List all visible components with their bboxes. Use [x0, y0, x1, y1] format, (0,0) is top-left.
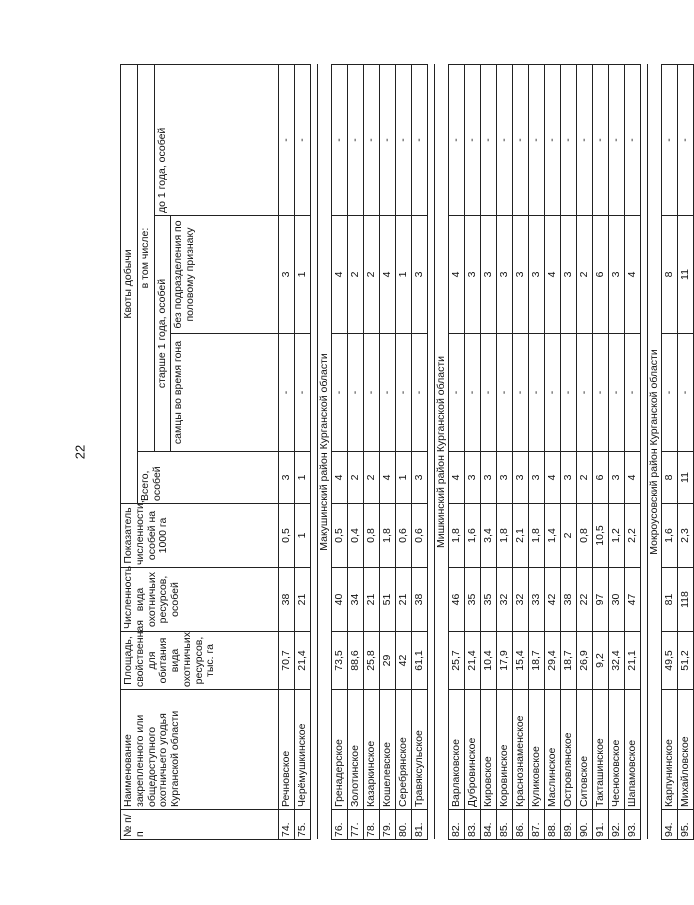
- population-value: 21: [396, 568, 412, 632]
- hunting-ground-name: Речновское: [279, 690, 295, 810]
- population-value: 30: [609, 568, 625, 632]
- table-row: [545, 64, 561, 839]
- young-quota-value: -: [577, 64, 593, 215]
- population-value: 40: [332, 568, 348, 632]
- hunting-ground-name: Золотинское: [348, 690, 364, 810]
- row-number: 92.: [609, 810, 625, 840]
- row-number: 90.: [577, 810, 593, 840]
- population-value: 47: [625, 568, 641, 632]
- district-row: [318, 64, 332, 839]
- density-value: 0,5: [279, 504, 295, 568]
- row-number: 83.: [465, 810, 481, 840]
- hunting-ground-name: Маслинское: [545, 690, 561, 810]
- hunting-ground-name: Ситовское: [577, 690, 593, 810]
- area-value: 21,4: [295, 632, 311, 690]
- table-row: [295, 64, 311, 839]
- group-separator: [641, 64, 648, 839]
- young-quota-value: -: [481, 64, 497, 215]
- table-body: [279, 64, 694, 839]
- hunting-ground-name: Дубровинское: [465, 690, 481, 810]
- nosplit-quota-value: 4: [545, 216, 561, 334]
- population-value: 118: [678, 568, 694, 632]
- total-quota-value: 3: [481, 452, 497, 504]
- district-title: Мокроусовский район Курганской области: [648, 64, 662, 839]
- hunting-ground-name: Чесноковское: [609, 690, 625, 810]
- hunting-ground-name: Краснознаменское: [513, 690, 529, 810]
- young-quota-value: -: [348, 64, 364, 215]
- nosplit-quota-value: 8: [662, 216, 678, 334]
- nosplit-quota-value: 3: [412, 216, 428, 334]
- nosplit-quota-value: 2: [364, 216, 380, 334]
- area-value: 49,5: [662, 632, 678, 690]
- young-quota-value: -: [609, 64, 625, 215]
- table-row: [497, 64, 513, 839]
- area-value: 25,7: [449, 632, 465, 690]
- table-row: [348, 64, 364, 839]
- row-number: 74.: [279, 810, 295, 840]
- row-number: 88.: [545, 810, 561, 840]
- density-value: 1,8: [497, 504, 513, 568]
- table-row: [412, 64, 428, 839]
- hunting-ground-name: Михайловское: [678, 690, 694, 810]
- total-quota-value: 3: [609, 452, 625, 504]
- total-quota-value: 3: [497, 452, 513, 504]
- density-value: 1: [295, 504, 311, 568]
- density-value: 1,8: [380, 504, 396, 568]
- header-density: Показатель численности, особей на 1000 га: [121, 504, 279, 568]
- hunting-ground-name: Черёмушкинское: [295, 690, 311, 810]
- males-quota-value: -: [364, 334, 380, 452]
- hunting-ground-name: Кировское: [481, 690, 497, 810]
- row-number: 78.: [364, 810, 380, 840]
- group-separator: [311, 64, 318, 839]
- nosplit-quota-value: 6: [593, 216, 609, 334]
- table-row: [662, 64, 678, 839]
- header-young: до 1 года, особей: [154, 64, 279, 215]
- total-quota-value: 3: [561, 452, 577, 504]
- area-value: 51,2: [678, 632, 694, 690]
- population-value: 21: [364, 568, 380, 632]
- total-quota-value: 3: [279, 452, 295, 504]
- table-row: [577, 64, 593, 839]
- total-quota-value: 6: [593, 452, 609, 504]
- young-quota-value: -: [380, 64, 396, 215]
- row-number: 85.: [497, 810, 513, 840]
- total-quota-value: 1: [396, 452, 412, 504]
- hunting-ground-name: Кошелевское: [380, 690, 396, 810]
- header-num: № п/п: [121, 810, 279, 840]
- males-quota-value: -: [396, 334, 412, 452]
- quota-table: [120, 64, 694, 840]
- table-row: [396, 64, 412, 839]
- total-quota-value: 4: [449, 452, 465, 504]
- group-separator: [428, 64, 435, 839]
- males-quota-value: -: [481, 334, 497, 452]
- area-value: 29: [380, 632, 396, 690]
- total-quota-value: 3: [465, 452, 481, 504]
- nosplit-quota-value: 2: [577, 216, 593, 334]
- page-number: 22: [72, 444, 88, 460]
- table-row: [529, 64, 545, 839]
- young-quota-value: -: [529, 64, 545, 215]
- nosplit-quota-value: 3: [609, 216, 625, 334]
- area-value: 25,8: [364, 632, 380, 690]
- males-quota-value: -: [513, 334, 529, 452]
- hunting-ground-name: Куликовское: [529, 690, 545, 810]
- row-number: 79.: [380, 810, 396, 840]
- nosplit-quota-value: 11: [678, 216, 694, 334]
- area-value: 61,1: [412, 632, 428, 690]
- total-quota-value: 2: [364, 452, 380, 504]
- total-quota-value: 4: [625, 452, 641, 504]
- table-row: [465, 64, 481, 839]
- area-value: 18,7: [529, 632, 545, 690]
- table-row: [279, 64, 295, 839]
- hunting-ground-name: Островлянское: [561, 690, 577, 810]
- males-quota-value: -: [545, 334, 561, 452]
- population-value: 35: [481, 568, 497, 632]
- row-number: 94.: [662, 810, 678, 840]
- density-value: 2,1: [513, 504, 529, 568]
- header-population: Численность вида охотничьих ресурсов, особей: [121, 568, 279, 632]
- hunting-ground-name: Травяксульское: [412, 690, 428, 810]
- area-value: 73,5: [332, 632, 348, 690]
- row-number: 82.: [449, 810, 465, 840]
- total-quota-value: 4: [545, 452, 561, 504]
- nosplit-quota-value: 1: [396, 216, 412, 334]
- header-nosplit: без подразделения по половому признаку: [171, 216, 279, 334]
- males-quota-value: -: [279, 334, 295, 452]
- table-row: [513, 64, 529, 839]
- area-value: 21,4: [465, 632, 481, 690]
- row-number: 87.: [529, 810, 545, 840]
- males-quota-value: -: [332, 334, 348, 452]
- area-value: 17,9: [497, 632, 513, 690]
- population-value: 38: [561, 568, 577, 632]
- density-value: 0,8: [577, 504, 593, 568]
- hunting-ground-name: Карпунинское: [662, 690, 678, 810]
- population-value: 97: [593, 568, 609, 632]
- males-quota-value: -: [449, 334, 465, 452]
- area-value: 9,2: [593, 632, 609, 690]
- nosplit-quota-value: 3: [513, 216, 529, 334]
- males-quota-value: -: [497, 334, 513, 452]
- density-value: 3,4: [481, 504, 497, 568]
- area-value: 32,4: [609, 632, 625, 690]
- density-value: 10,5: [593, 504, 609, 568]
- population-value: 34: [348, 568, 364, 632]
- total-quota-value: 11: [678, 452, 694, 504]
- population-value: 35: [465, 568, 481, 632]
- males-quota-value: -: [529, 334, 545, 452]
- population-value: 21: [295, 568, 311, 632]
- table-row: [609, 64, 625, 839]
- hunting-ground-name: Серебрянское: [396, 690, 412, 810]
- nosplit-quota-value: 4: [380, 216, 396, 334]
- total-quota-value: 4: [332, 452, 348, 504]
- density-value: 2,3: [678, 504, 694, 568]
- population-value: 51: [380, 568, 396, 632]
- population-value: 38: [412, 568, 428, 632]
- nosplit-quota-value: 3: [279, 216, 295, 334]
- density-value: 0,6: [396, 504, 412, 568]
- nosplit-quota-value: 4: [625, 216, 641, 334]
- young-quota-value: -: [678, 64, 694, 215]
- district-title: Макушинский район Курганской области: [318, 64, 332, 839]
- table-row: [380, 64, 396, 839]
- young-quota-value: -: [449, 64, 465, 215]
- nosplit-quota-value: 3: [529, 216, 545, 334]
- district-row: [648, 64, 662, 839]
- hunting-ground-name: Коровинское: [497, 690, 513, 810]
- density-value: 0,8: [364, 504, 380, 568]
- row-number: 80.: [396, 810, 412, 840]
- total-quota-value: 2: [577, 452, 593, 504]
- area-value: 26,9: [577, 632, 593, 690]
- row-number: 76.: [332, 810, 348, 840]
- population-value: 81: [662, 568, 678, 632]
- hunting-ground-name: Казаркинское: [364, 690, 380, 810]
- nosplit-quota-value: 1: [295, 216, 311, 334]
- nosplit-quota-value: 2: [348, 216, 364, 334]
- row-number: 77.: [348, 810, 364, 840]
- hunting-ground-name: Шапамовское: [625, 690, 641, 810]
- header-area: Площадь, свойственная для обитания вида охотничьих ресурсов, тыс. га: [121, 632, 279, 690]
- table-row: [593, 64, 609, 839]
- table-row: [561, 64, 577, 839]
- row-number: 81.: [412, 810, 428, 840]
- rotated-table-sheet: [120, 65, 691, 840]
- hunting-ground-name: Такташинское: [593, 690, 609, 810]
- row-number: 75.: [295, 810, 311, 840]
- table-row: [481, 64, 497, 839]
- area-value: 21,1: [625, 632, 641, 690]
- young-quota-value: -: [593, 64, 609, 215]
- density-value: 1,4: [545, 504, 561, 568]
- total-quota-value: 4: [380, 452, 396, 504]
- row-number: 93.: [625, 810, 641, 840]
- population-value: 22: [577, 568, 593, 632]
- table-row: [625, 64, 641, 839]
- density-value: 2: [561, 504, 577, 568]
- header-total: Всего, особей: [137, 452, 279, 504]
- density-value: 2,2: [625, 504, 641, 568]
- young-quota-value: -: [295, 64, 311, 215]
- males-quota-value: -: [593, 334, 609, 452]
- population-value: 38: [279, 568, 295, 632]
- header-quota: Квоты добычи: [121, 64, 138, 503]
- total-quota-value: 1: [295, 452, 311, 504]
- table-row: [364, 64, 380, 839]
- row-number: 86.: [513, 810, 529, 840]
- hunting-ground-name: Варлаковское: [449, 690, 465, 810]
- density-value: 1,8: [449, 504, 465, 568]
- males-quota-value: -: [465, 334, 481, 452]
- young-quota-value: -: [513, 64, 529, 215]
- young-quota-value: -: [279, 64, 295, 215]
- density-value: 0,6: [412, 504, 428, 568]
- area-value: 29,4: [545, 632, 561, 690]
- population-value: 46: [449, 568, 465, 632]
- nosplit-quota-value: 3: [465, 216, 481, 334]
- header-including: в том числе:: [137, 64, 154, 451]
- density-value: 0,5: [332, 504, 348, 568]
- males-quota-value: -: [348, 334, 364, 452]
- table-row: [449, 64, 465, 839]
- total-quota-value: 2: [348, 452, 364, 504]
- population-value: 32: [513, 568, 529, 632]
- total-quota-value: 8: [662, 452, 678, 504]
- total-quota-value: 3: [412, 452, 428, 504]
- young-quota-value: -: [465, 64, 481, 215]
- hunting-ground-name: Гренадерское: [332, 690, 348, 810]
- row-number: 89.: [561, 810, 577, 840]
- total-quota-value: 3: [529, 452, 545, 504]
- district-row: [435, 64, 449, 839]
- population-value: 42: [545, 568, 561, 632]
- table-header: [121, 64, 279, 839]
- males-quota-value: -: [412, 334, 428, 452]
- young-quota-value: -: [497, 64, 513, 215]
- table-row: [678, 64, 694, 839]
- nosplit-quota-value: 3: [481, 216, 497, 334]
- young-quota-value: -: [625, 64, 641, 215]
- area-value: 18,7: [561, 632, 577, 690]
- area-value: 15,4: [513, 632, 529, 690]
- nosplit-quota-value: 4: [449, 216, 465, 334]
- young-quota-value: -: [662, 64, 678, 215]
- row-number: 84.: [481, 810, 497, 840]
- young-quota-value: -: [412, 64, 428, 215]
- nosplit-quota-value: 3: [497, 216, 513, 334]
- males-quota-value: -: [662, 334, 678, 452]
- header-older: старше 1 года, особей: [154, 216, 171, 452]
- density-value: 1,6: [465, 504, 481, 568]
- nosplit-quota-value: 4: [332, 216, 348, 334]
- males-quota-value: -: [577, 334, 593, 452]
- population-value: 32: [497, 568, 513, 632]
- density-value: 1,8: [529, 504, 545, 568]
- young-quota-value: -: [545, 64, 561, 215]
- total-quota-value: 3: [513, 452, 529, 504]
- population-value: 33: [529, 568, 545, 632]
- density-value: 0,4: [348, 504, 364, 568]
- header-males: самцы во время гона: [171, 334, 279, 452]
- row-number: 95.: [678, 810, 694, 840]
- males-quota-value: -: [678, 334, 694, 452]
- district-title: Мишкинский район Курганской области: [435, 64, 449, 839]
- nosplit-quota-value: 3: [561, 216, 577, 334]
- males-quota-value: -: [561, 334, 577, 452]
- density-value: 1,2: [609, 504, 625, 568]
- young-quota-value: -: [364, 64, 380, 215]
- table-row: [332, 64, 348, 839]
- density-value: 1,6: [662, 504, 678, 568]
- header-name: Наименование закрепленного или общедоступного охотничьего угодья Курганской области: [121, 690, 279, 810]
- row-number: 91.: [593, 810, 609, 840]
- young-quota-value: -: [396, 64, 412, 215]
- area-value: 42: [396, 632, 412, 690]
- area-value: 70,7: [279, 632, 295, 690]
- area-value: 88,6: [348, 632, 364, 690]
- area-value: 10,4: [481, 632, 497, 690]
- males-quota-value: -: [380, 334, 396, 452]
- young-quota-value: -: [561, 64, 577, 215]
- young-quota-value: -: [332, 64, 348, 215]
- males-quota-value: -: [625, 334, 641, 452]
- males-quota-value: -: [295, 334, 311, 452]
- males-quota-value: -: [609, 334, 625, 452]
